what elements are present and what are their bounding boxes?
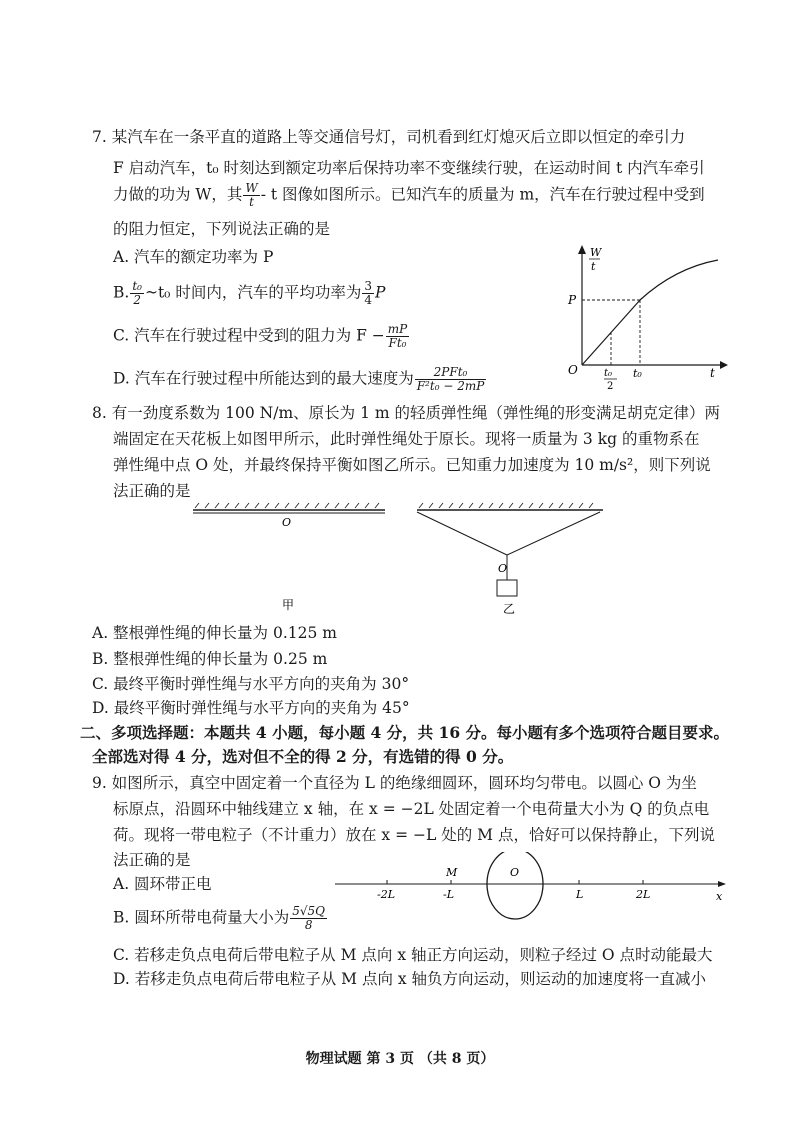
tick-minus-2l: -2L xyxy=(377,888,396,901)
q7-option-d: D. 汽车在行驶过程中所能达到的最大速度为 $\frac{\text{2PFt₀}}{\text{F²t₀ − 2mP}}$ xyxy=(113,365,485,393)
jia-label: 甲 xyxy=(282,598,295,612)
half-t0-den: 2 xyxy=(607,381,614,392)
q9-option-d: D. 若移走负点电荷后带电粒子从 M 点向 x 轴负方向运动，则运动的加速度将一直减小 xyxy=(113,970,707,988)
q8-option-b: B. 整根弹性绳的伸长量为 0.25 m xyxy=(92,650,328,668)
ceiling-jia-hatch xyxy=(195,503,379,508)
origin-label: O xyxy=(568,363,578,377)
page-footer: 物理试题 第 3 页 （共 8 页） xyxy=(305,1051,495,1067)
yi-o-label: O xyxy=(498,562,508,575)
q7-w-t-graph xyxy=(560,240,730,395)
q9-line2: 标原点，沿圆环中轴线建立 x 轴，在 x = −2L 处固定着一个电荷量大小为 Q 的负点电 xyxy=(113,800,710,818)
q8-line1: 8. 有一劲度系数为 100 N/m、原长为 1 m 的轻质弹性绳（弹性绳的形变满足胡克定律）两 xyxy=(92,404,720,422)
half-t0-num: t₀ xyxy=(604,368,613,379)
section2-line1: 二、多项选择题：本题共 4 小题，每小题 4 分，共 16 分。每小题有多个选项符合题目要求。 xyxy=(80,723,730,742)
q9-ring-figure xyxy=(330,852,730,932)
yi-label: 乙 xyxy=(503,602,516,616)
wt-axis-arrow xyxy=(578,245,586,254)
section2-line2: 全部选对得 4 分，选对但不全的得 2 分，有选错的得 0 分。 xyxy=(92,747,514,766)
q7-line4: 的阻力恒定，下列说法正确的是 xyxy=(113,220,331,238)
q8-line4: 法正确的是 xyxy=(113,482,191,500)
q9-option-b: B. 圆环所带电荷量大小为 $\frac{5√5Q}{8}$ xyxy=(113,904,326,932)
jia-o-label: O xyxy=(282,516,292,529)
ceiling-yi-hatch xyxy=(419,503,593,508)
rope-yi-left xyxy=(417,512,507,555)
q7-option-a: A. 汽车的额定功率为 P xyxy=(113,248,274,266)
w-over-t-fraction: $\frac{W}{t}$ xyxy=(245,181,258,209)
p-label: P xyxy=(568,293,577,307)
weight-block xyxy=(497,580,517,596)
q8-figures xyxy=(185,498,605,620)
q9-line1: 9. 如图所示，真空中固定着一个直径为 L 的绝缘细圆环，圆环均匀带电。以圆心 O 为坐 xyxy=(92,774,697,792)
q8-line2: 端固定在天花板上如图甲所示，此时弹性绳处于原长。现将一质量为 3 kg 的重物系在 xyxy=(113,430,700,448)
charged-ring xyxy=(487,852,543,919)
q7-line2: F 启动汽车，t₀ 时刻达到额定功率后保持功率不变继续行驶，在运动时间 t 内汽车牵引 xyxy=(113,159,705,177)
q9-option-a: A. 圆环带正电 xyxy=(113,875,212,893)
q7-option-c: C. 汽车在行驶过程中受到的阻力为 F − $\frac{mP}{\text{Ft₀}}$ xyxy=(113,322,408,350)
q8-option-c: C. 最终平衡时弹性绳与水平方向的夹角为 30° xyxy=(92,675,410,693)
point-m-label: M xyxy=(446,866,458,879)
t0-label: t₀ xyxy=(633,367,642,380)
tick-l: L xyxy=(576,888,584,901)
tick-2l: 2L xyxy=(636,888,651,901)
q8-option-d: D. 最终平衡时弹性绳与水平方向的夹角为 45° xyxy=(92,699,410,717)
x-axis-arrow xyxy=(718,881,726,887)
q7-option-b: B. $\frac{\text{t₀}}{2}$ ~t₀ 时间内，汽车的平均功率为 $\frac{3}{4}$ P xyxy=(113,279,386,307)
q8-line3: 弹性绳中点 O 处，并最终保持平衡如图乙所示。已知重力加速度为 10 m/s²，则下列说 xyxy=(113,456,711,474)
ylabel-num: W xyxy=(590,246,602,259)
t-label: t xyxy=(710,366,715,380)
wt-curve xyxy=(582,260,718,365)
q9-line4: 法正确的是 xyxy=(113,851,191,869)
x-label: x xyxy=(716,890,723,903)
q7-line1: 7. 某汽车在一条平直的道路上等交通信号灯，司机看到红灯熄灭后立即以恒定的牵引力 xyxy=(92,128,686,146)
tick-minus-l: -L xyxy=(443,888,455,901)
q9-line3: 荷。现将一带电粒子（不计重力）放在 x = −L 处的 M 点，恰好可以保持静止，下列说 xyxy=(113,826,715,844)
q7-line3: 力做的功为 W，其 $\frac{W}{t}$ - t 图像如图所示。已知汽车的质量为 m，汽车在行驶过程中受到 xyxy=(113,181,705,209)
rope-yi-right xyxy=(507,512,600,555)
q9-option-c: C. 若移走负点电荷后带电粒子从 M 点向 x 轴正方向运动，则粒子经过 O 点时动能最大 xyxy=(113,946,713,964)
t-axis-arrow xyxy=(720,361,728,369)
origin-o-label: O xyxy=(510,866,520,879)
ylabel-den: t xyxy=(591,260,596,273)
q8-option-a: A. 整根弹性绳的伸长量为 0.125 m xyxy=(92,624,337,642)
